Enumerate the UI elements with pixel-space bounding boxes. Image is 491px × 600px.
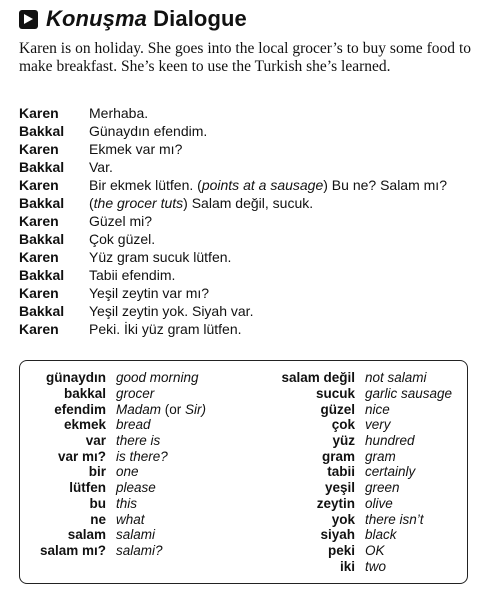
vocab-entry (244, 511, 468, 527)
speaker-name: Bakkal (19, 231, 65, 247)
utterance: Var. (89, 159, 113, 175)
vocab-entry (20, 496, 240, 512)
utterance-part: ( (89, 195, 94, 211)
vocab-entry (244, 370, 468, 386)
vocab-entry (244, 448, 468, 464)
vocab-term: bir (88, 464, 106, 480)
vocabulary-box (19, 360, 468, 584)
vocab-term: var mı? (57, 448, 106, 464)
vocab-gloss: good morning (116, 370, 199, 386)
speaker-name: Bakkal (19, 123, 65, 139)
utterance-part: Bir ekmek lütfen. ( (89, 177, 202, 193)
intro-paragraph: Karen is on holiday. She goes into the local grocer’s to buy some food to make breakfast. She’s keen to use the Turkish she’s learned. (19, 40, 471, 75)
vocab-entry (244, 480, 468, 496)
vocab-entry (20, 543, 240, 559)
dialogue-line (19, 104, 479, 122)
speaker-name: Karen (19, 285, 59, 301)
dialogue-line (19, 248, 479, 266)
utterance-part: ) Salam değil, sucuk. (183, 195, 314, 211)
speaker-name: Karen (19, 177, 59, 193)
vocab-entry (244, 558, 468, 574)
vocab-term: yeşil (324, 480, 355, 496)
vocab-gloss: salami (116, 527, 156, 543)
vocab-term: bu (89, 495, 106, 511)
vocab-term: peki (327, 542, 355, 558)
vocab-entry (20, 401, 240, 417)
vocab-entry (20, 480, 240, 496)
vocab-term: siyah (320, 527, 355, 543)
speaker-name: Karen (19, 249, 59, 265)
vocab-gloss: grocer (116, 386, 155, 402)
vocab-gloss: two (365, 558, 387, 574)
utterance: Peki. İki yüz gram lütfen. (89, 321, 242, 337)
utterance: Günaydın efendim. (89, 123, 208, 139)
utterance: Yeşil zeytin var mı? (89, 285, 210, 301)
speaker-name: Karen (19, 105, 59, 121)
dialogue-line (19, 140, 479, 158)
vocab-gloss: black (365, 527, 397, 543)
vocab-gloss: not salami (365, 370, 427, 386)
vocab-entry (244, 496, 468, 512)
vocab-term: efendim (54, 401, 106, 417)
dialogue-line (19, 230, 479, 248)
speaker-name: Bakkal (19, 195, 65, 211)
vocab-term: tabii (327, 464, 355, 480)
utterance: Yeşil zeytin yok. Siyah var. (89, 303, 254, 319)
speaker-name: Bakkal (19, 303, 65, 319)
vocab-gloss (116, 402, 206, 417)
vocab-entry (20, 464, 240, 480)
utterance: Tabii efendim. (89, 267, 176, 283)
vocab-term: gram (321, 448, 355, 464)
vocab-entry (244, 527, 468, 543)
dialogue-line (19, 320, 479, 338)
gloss-part: Sir) (185, 401, 207, 417)
speaker-name: Bakkal (19, 267, 65, 283)
utterance: Merhaba. (89, 105, 149, 121)
vocab-term: sucuk (315, 386, 355, 402)
utterance-part: ) Bu ne? Salam mı? (323, 177, 447, 193)
utterance: Güzel mi? (89, 213, 153, 229)
dialogue-line (19, 284, 479, 302)
dialogue (19, 104, 479, 338)
vocab-term: iki (339, 558, 355, 574)
title-turkish: Konuşma (46, 6, 147, 31)
utterance: Çok güzel. (89, 231, 156, 247)
utterance: Yüz gram sucuk lütfen. (89, 249, 232, 265)
vocab-entry (20, 448, 240, 464)
stage-direction: points at a sausage (201, 177, 324, 193)
speaker-name: Karen (19, 321, 59, 337)
vocab-entry (20, 417, 240, 433)
vocab-term: zeytin (316, 495, 355, 511)
dialogue-line (19, 158, 479, 176)
vocab-entry (244, 464, 468, 480)
vocab-gloss: please (116, 480, 156, 496)
utterance (89, 177, 479, 193)
vocab-term: var (85, 433, 106, 449)
vocab-term: lütfen (69, 480, 106, 496)
vocab-term: salam değil (281, 370, 355, 386)
vocab-term: ekmek (63, 417, 106, 433)
utterance (89, 195, 479, 211)
vocab-entry (20, 433, 240, 449)
vocab-gloss: is there? (116, 448, 168, 464)
vocab-entry (244, 433, 468, 449)
gloss-part: (or (161, 401, 186, 417)
vocab-entry (244, 386, 468, 402)
vocab-gloss: one (116, 464, 139, 480)
vocab-entry (20, 370, 240, 386)
vocab-term: yok (331, 511, 355, 527)
vocab-gloss: gram (365, 448, 396, 464)
section-title (46, 6, 247, 32)
vocab-gloss: bread (116, 417, 151, 433)
vocab-gloss: olive (365, 495, 393, 511)
vocab-gloss: hundred (365, 433, 415, 449)
dialogue-line (19, 302, 479, 320)
vocab-entry (20, 527, 240, 543)
vocab-gloss: nice (365, 401, 390, 417)
vocab-entry (20, 511, 240, 527)
utterance: Ekmek var mı? (89, 141, 183, 157)
vocab-term: güzel (320, 401, 355, 417)
vocab-term: çok (331, 417, 355, 433)
vocab-term: salam (67, 527, 106, 543)
dialogue-line (19, 266, 479, 284)
gloss-part: Madam (116, 401, 162, 417)
title-english: Dialogue (153, 6, 247, 31)
vocab-term: yüz (332, 433, 355, 449)
vocab-gloss: OK (365, 542, 385, 558)
vocab-gloss: very (365, 417, 391, 433)
speaker-name: Karen (19, 141, 59, 157)
stage-direction: the grocer tuts (93, 195, 184, 211)
dialogue-line (19, 212, 479, 230)
vocab-gloss: certainly (365, 464, 416, 480)
vocab-gloss: green (365, 480, 400, 496)
vocab-entry (244, 401, 468, 417)
vocab-term: salam mı? (39, 542, 106, 558)
vocab-gloss: salami? (116, 542, 163, 558)
dialogue-line (19, 176, 479, 194)
speaker-name: Bakkal (19, 159, 65, 175)
vocab-entry (244, 543, 468, 559)
vocab-term: bakkal (63, 386, 106, 402)
vocab-entry (244, 417, 468, 433)
vocabulary-column-left (20, 370, 240, 558)
speaker-name: Karen (19, 213, 59, 229)
play-triangle-icon (19, 10, 38, 29)
vocab-term: ne (90, 511, 106, 527)
vocab-gloss: garlic sausage (365, 386, 453, 402)
vocab-gloss: this (116, 495, 138, 511)
vocabulary-column-right (244, 370, 468, 574)
dialogue-line (19, 194, 479, 212)
dialogue-line (19, 122, 479, 140)
section-heading (19, 6, 247, 32)
vocab-term: günaydın (46, 370, 106, 386)
vocab-gloss: there isn’t (365, 511, 424, 527)
vocab-gloss: there is (116, 433, 161, 449)
vocab-gloss: what (116, 511, 145, 527)
vocab-entry (20, 386, 240, 402)
